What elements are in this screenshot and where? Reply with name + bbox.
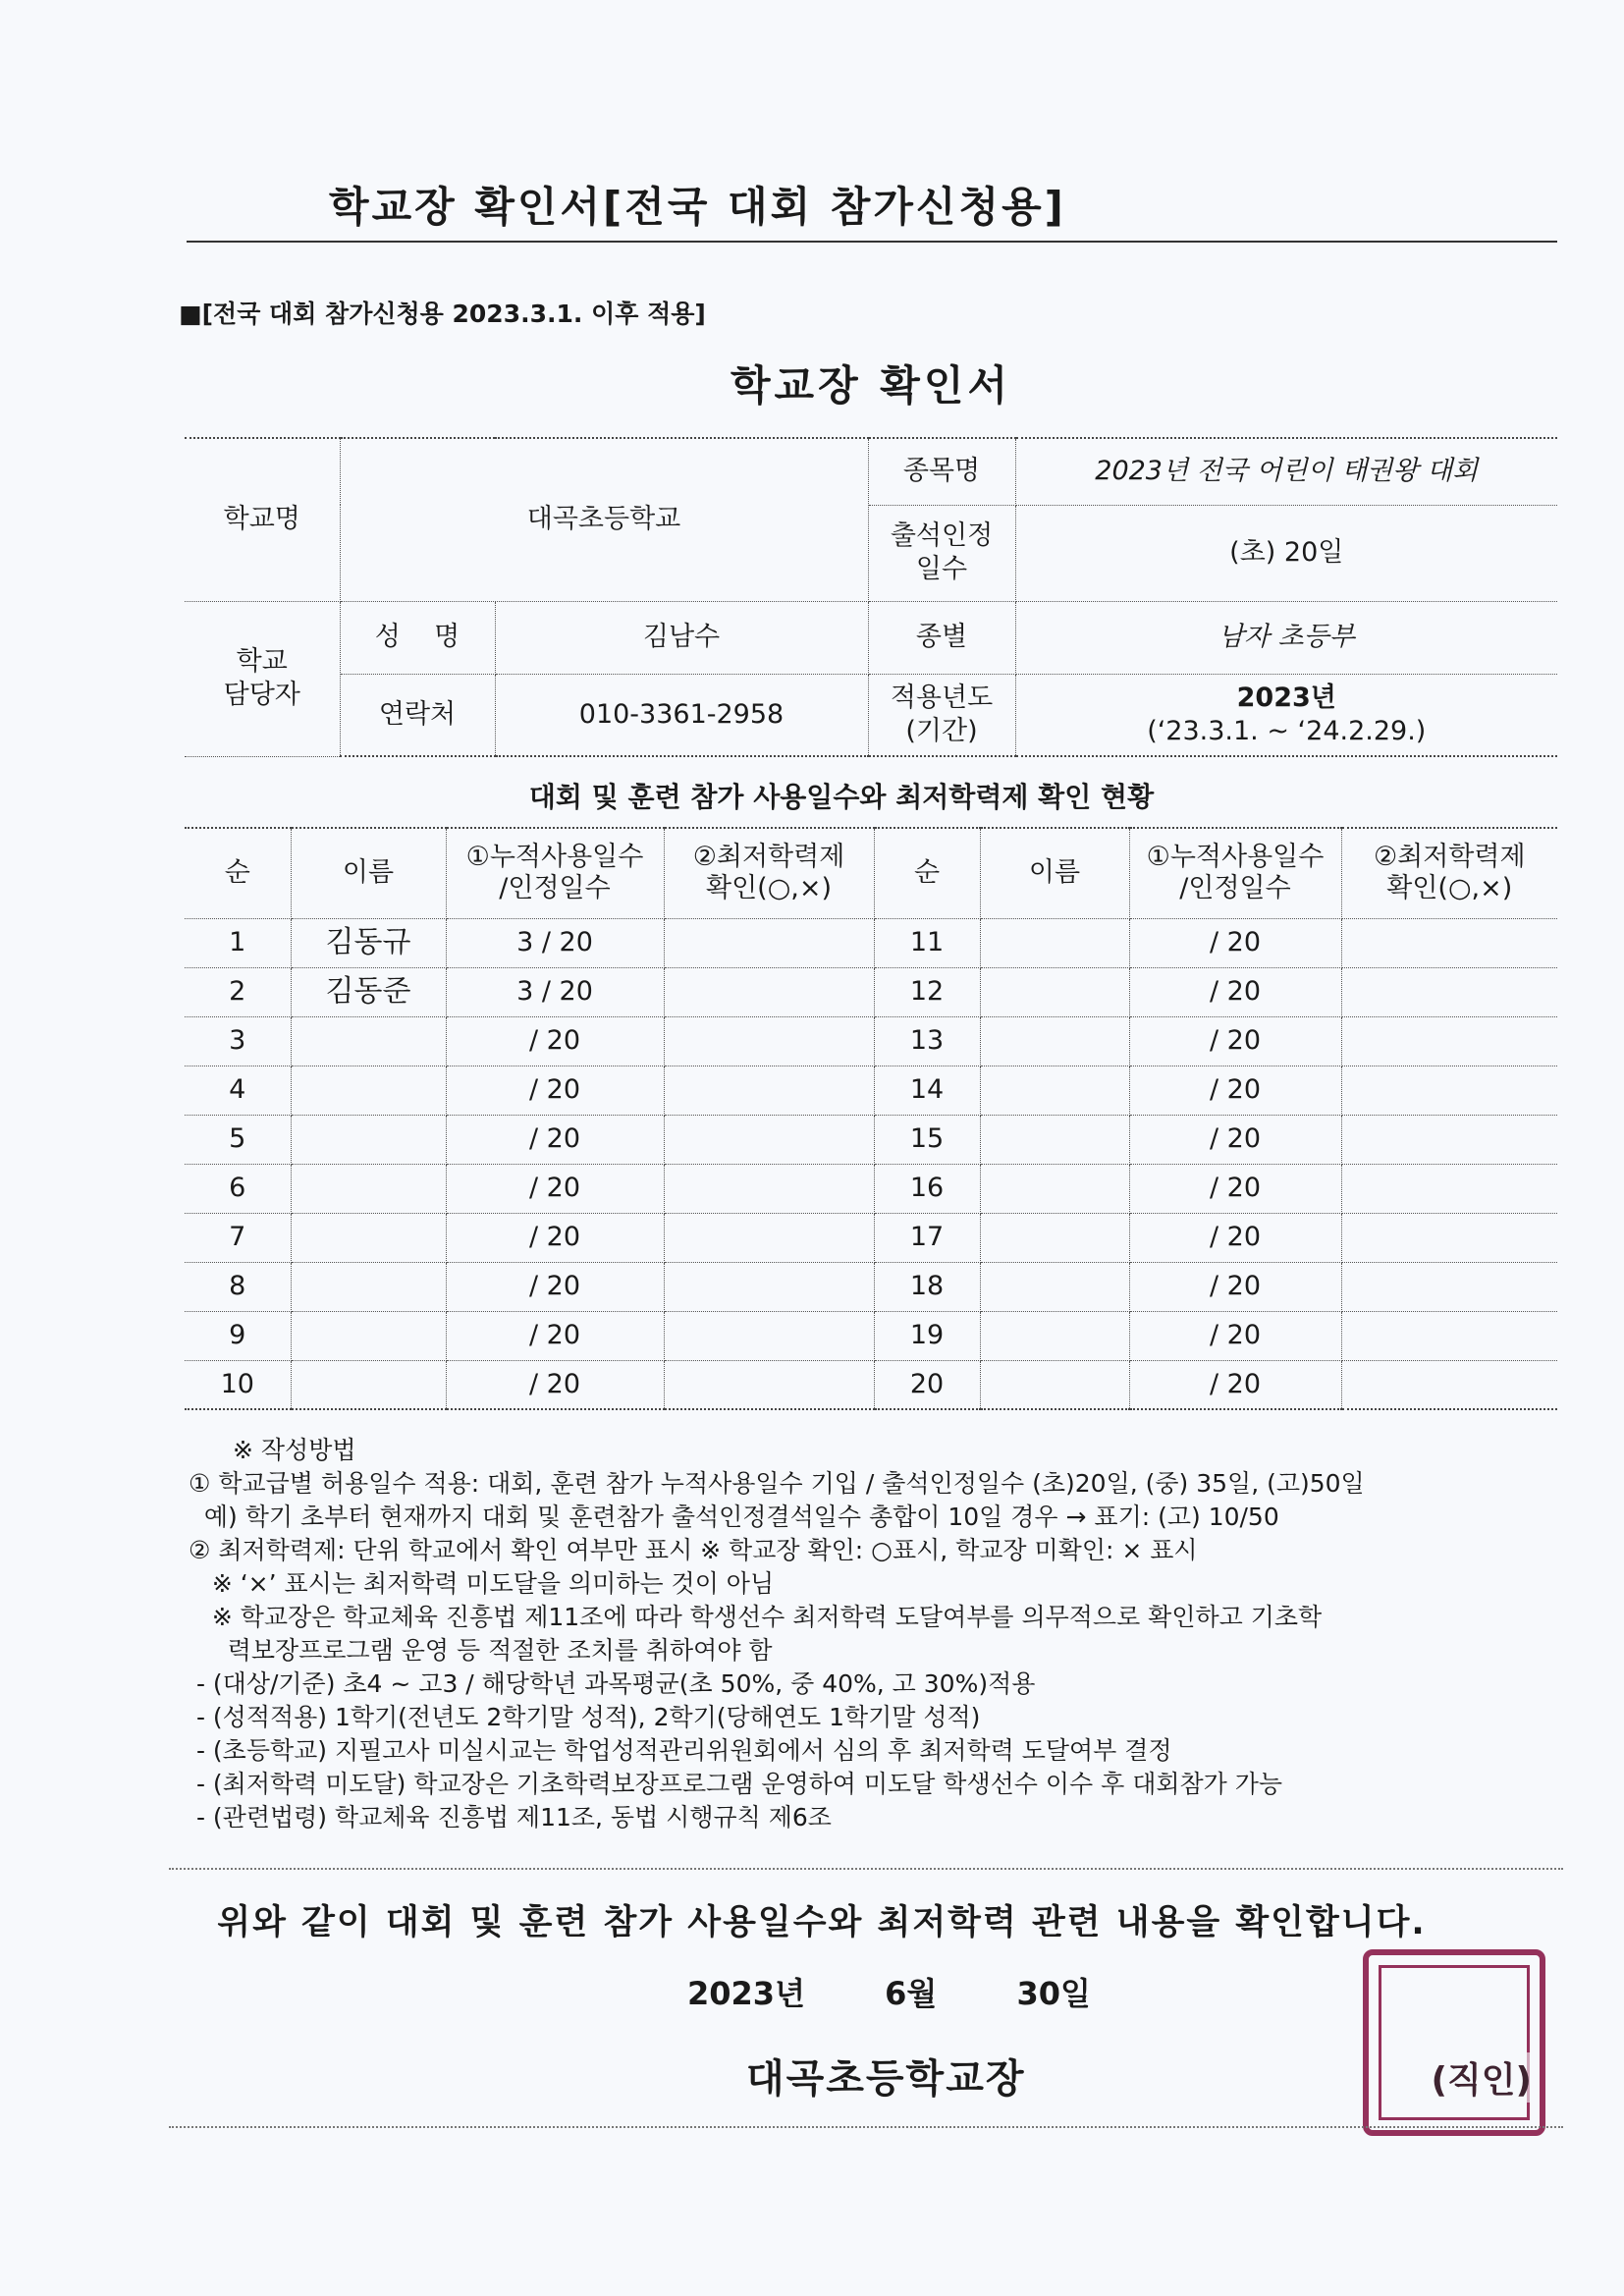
school-name-label: 학교명: [185, 438, 340, 601]
seal-text: (직인): [1432, 2052, 1532, 2103]
row-days: 3 / 20: [446, 918, 664, 967]
row-name: [291, 1066, 446, 1115]
row-check: [1341, 967, 1557, 1016]
row-check: [1341, 1066, 1557, 1115]
divider: [169, 2126, 1563, 2128]
table-row: [185, 1360, 1557, 1409]
divider: [169, 1868, 1563, 1870]
event-name-label: 종목명: [868, 438, 1015, 505]
header-name: 이름: [291, 828, 446, 918]
row-check: [664, 918, 874, 967]
row-number: 8: [185, 1262, 291, 1311]
row-name: [980, 1115, 1129, 1164]
row-name: [291, 1360, 446, 1409]
row-days: / 20: [446, 1115, 664, 1164]
row-check: [664, 1164, 874, 1213]
info-table: [185, 437, 1557, 757]
row-days: / 20: [1129, 1213, 1341, 1262]
row-number: 9: [185, 1311, 291, 1360]
row-check: [1341, 1164, 1557, 1213]
row-number: 1: [185, 918, 291, 967]
row-check: [1341, 918, 1557, 967]
official-seal: [1363, 1949, 1545, 2136]
row-name: 김동준: [291, 967, 446, 1016]
row-number: 15: [874, 1115, 980, 1164]
instruction-line: - (최저학력 미도달) 학교장은 기초학력보장프로그램 운영하여 미도달 학생선수 이수 후 대회참가 가능: [189, 1770, 1283, 1798]
row-name: [980, 1066, 1129, 1115]
header-name: 이름: [980, 828, 1129, 918]
row-name: [980, 918, 1129, 967]
row-name: [291, 1115, 446, 1164]
row-check: [1341, 1115, 1557, 1164]
date-month: 6월: [885, 1975, 938, 2012]
row-check: [1341, 1262, 1557, 1311]
row-number: 20: [874, 1360, 980, 1409]
attendance-days-value: (초) 20일: [1015, 505, 1557, 601]
row-number: 18: [874, 1262, 980, 1311]
row-name: [291, 1213, 446, 1262]
row-number: 10: [185, 1360, 291, 1409]
row-number: 12: [874, 967, 980, 1016]
event-name-value: 2023년 전국 어린이 태권왕 대회: [1015, 438, 1557, 505]
row-number: 11: [874, 918, 980, 967]
row-check: [664, 1115, 874, 1164]
page-title: 학교장 확인서[전국 대회 참가신청용]: [329, 183, 1066, 231]
staff-name-label: 성 명: [340, 601, 495, 674]
contact-value: 010-3361-2958: [495, 674, 868, 756]
instructions-title: ※ 작성방법: [233, 1436, 356, 1464]
usage-table: [185, 827, 1557, 1410]
row-name: [291, 1016, 446, 1066]
header-days: ①누적사용일수 /인정일수: [446, 828, 664, 918]
row-check: [664, 1311, 874, 1360]
row-number: 16: [874, 1164, 980, 1213]
row-days: / 20: [446, 1360, 664, 1409]
table-row: [185, 1164, 1557, 1213]
instruction-line: - (초등학교) 지필고사 미실시교는 학업성적관리위원회에서 심의 후 최저학력 도달여부 결정: [189, 1736, 1172, 1765]
row-days: / 20: [1129, 1262, 1341, 1311]
row-check: [664, 1213, 874, 1262]
row-days: / 20: [446, 1213, 664, 1262]
instruction-line: - (관련법령) 학교체육 진흥법 제11조, 동법 시행규칙 제6조: [189, 1803, 832, 1831]
row-number: 2: [185, 967, 291, 1016]
row-days: / 20: [446, 1311, 664, 1360]
confirm-text: 위와 같이 대회 및 훈련 참가 사용일수와 최저학력 관련 내용을 확인합니다.: [217, 1903, 1427, 1942]
instruction-line: 력보장프로그램 운영 등 적절한 조치를 취하여야 함: [189, 1636, 773, 1665]
instruction-line: - (성적적용) 1학기(전년도 2학기말 성적), 2학기(당해연도 1학기말 성적): [189, 1703, 981, 1731]
row-name: [291, 1311, 446, 1360]
table-row: [185, 967, 1557, 1016]
row-days: / 20: [1129, 1066, 1341, 1115]
row-number: 3: [185, 1016, 291, 1066]
row-days: / 20: [1129, 918, 1341, 967]
row-name: [980, 1164, 1129, 1213]
row-days: / 20: [446, 1164, 664, 1213]
row-days: / 20: [446, 1262, 664, 1311]
row-number: 14: [874, 1066, 980, 1115]
instruction-line: ※ 학교장은 학교체육 진흥법 제11조에 따라 학생선수 최저학력 도달여부를 의무적으로 확인하고 기초학: [189, 1603, 1323, 1631]
row-name: [980, 1213, 1129, 1262]
row-days: / 20: [1129, 1311, 1341, 1360]
row-check: [664, 1360, 874, 1409]
staff-name-value: 김남수: [495, 601, 868, 674]
title-divider: [187, 241, 1557, 243]
row-check: [664, 1016, 874, 1066]
year-value: 2023년: [1236, 683, 1336, 713]
row-name: [291, 1164, 446, 1213]
header-no: 순: [874, 828, 980, 918]
usage-subtitle: 대회 및 훈련 참가 사용일수와 최저학력제 확인 현황: [528, 781, 1155, 813]
staff-label: 학교 담당자: [185, 601, 340, 756]
table-row: [185, 1213, 1557, 1262]
header-check: ②최저학력제 확인(○,×): [1341, 828, 1557, 918]
row-check: [1341, 1360, 1557, 1409]
row-check: [1341, 1213, 1557, 1262]
row-days: / 20: [1129, 1016, 1341, 1066]
table-row: [185, 1016, 1557, 1066]
row-number: 7: [185, 1213, 291, 1262]
principal-name: 대곡초등학교장: [746, 2056, 1026, 2102]
row-days: / 20: [1129, 1164, 1341, 1213]
row-days: / 20: [446, 1066, 664, 1115]
row-number: 5: [185, 1115, 291, 1164]
contact-label: 연락처: [340, 674, 495, 756]
row-number: 17: [874, 1213, 980, 1262]
row-name: 김동규: [291, 918, 446, 967]
row-name: [980, 1262, 1129, 1311]
row-check: [1341, 1016, 1557, 1066]
document-title: 학교장 확인서: [730, 361, 1012, 410]
row-name: [980, 967, 1129, 1016]
row-days: / 20: [1129, 1115, 1341, 1164]
row-number: 19: [874, 1311, 980, 1360]
year-cell: [1015, 674, 1557, 756]
category-label: 종별: [868, 601, 1015, 674]
instruction-line: ※ ‘×’ 표시는 최저학력 미도달을 의미하는 것이 아님: [189, 1569, 775, 1598]
row-number: 6: [185, 1164, 291, 1213]
table-row: [185, 918, 1557, 967]
row-number: 13: [874, 1016, 980, 1066]
date-day: 30일: [1016, 1975, 1091, 2012]
row-number: 4: [185, 1066, 291, 1115]
row-days: / 20: [446, 1016, 664, 1066]
row-check: [664, 967, 874, 1016]
instruction-line: ① 학교급별 허용일수 적용: 대회, 훈련 참가 누적사용일수 기입 / 출석인정일수 (초)20일, (중) 35일, (고)50일: [189, 1469, 1365, 1498]
row-name: [291, 1262, 446, 1311]
row-check: [1341, 1311, 1557, 1360]
row-name: [980, 1311, 1129, 1360]
table-row: [185, 1066, 1557, 1115]
row-days: / 20: [1129, 967, 1341, 1016]
row-name: [980, 1360, 1129, 1409]
table-row: [185, 1262, 1557, 1311]
row-check: [664, 1066, 874, 1115]
row-days: / 20: [1129, 1360, 1341, 1409]
header-days: ①누적사용일수 /인정일수: [1129, 828, 1341, 918]
attendance-days-label: 출석인정 일수: [868, 505, 1015, 601]
instruction-line: ② 최저학력제: 단위 학교에서 확인 여부만 표시 ※ 학교장 확인: ○표시, 학교장 미확인: × 표시: [189, 1536, 1198, 1564]
row-days: 3 / 20: [446, 967, 664, 1016]
date-year: 2023년: [687, 1975, 805, 2012]
header-check: ②최저학력제 확인(○,×): [664, 828, 874, 918]
instructions: [189, 1434, 1563, 1834]
instruction-line: - (대상/기준) 초4 ~ 고3 / 해당학년 과목평균(초 50%, 중 40%, 고 30%)적용: [189, 1669, 1036, 1698]
school-name-value: 대곡초등학교: [340, 438, 868, 601]
row-check: [664, 1262, 874, 1311]
year-period: (‘23.3.1. ~ ‘24.2.29.): [1147, 715, 1427, 746]
year-label: 적용년도 (기간): [868, 674, 1015, 756]
date-line: [687, 1969, 1091, 2014]
header-no: 순: [185, 828, 291, 918]
row-name: [980, 1016, 1129, 1066]
notice-line: ■[전국 대회 참가신청용 2023.3.1. 이후 적용]: [179, 300, 706, 328]
table-row: [185, 1115, 1557, 1164]
category-value: 남자 초등부: [1015, 601, 1557, 674]
table-row: [185, 1311, 1557, 1360]
instruction-line: 예) 학기 초부터 현재까지 대회 및 훈련참가 출석인정결석일수 총합이 10일 경우 → 표기: (고) 10/50: [189, 1503, 1279, 1531]
